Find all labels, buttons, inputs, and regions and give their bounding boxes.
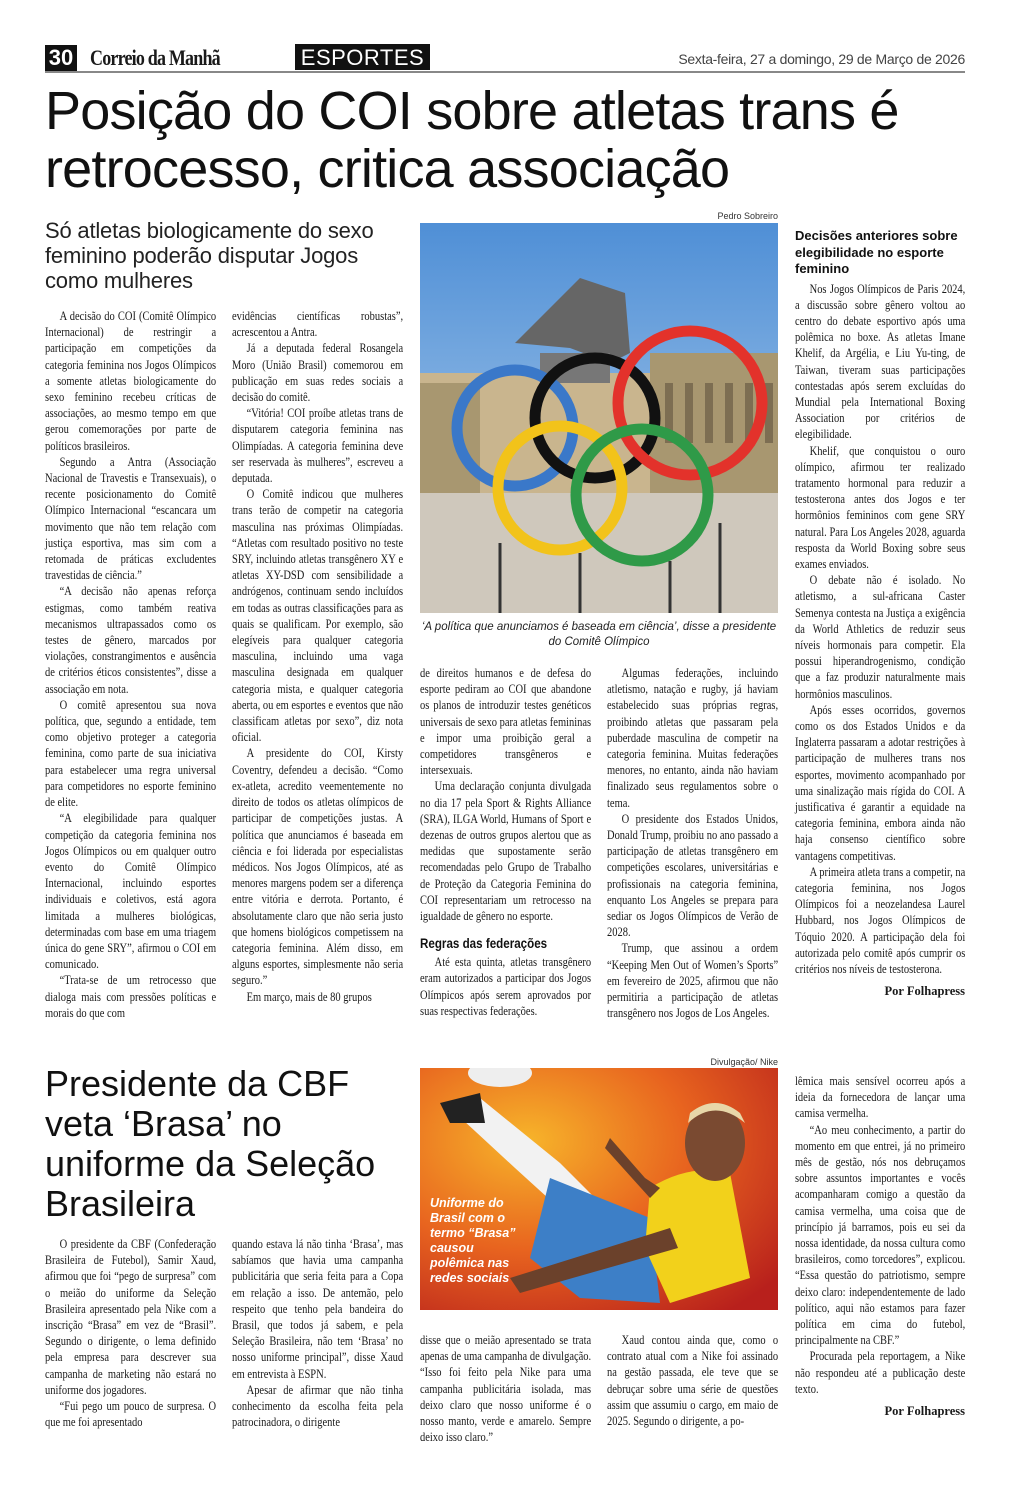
paragraph: “A decisão não apenas reforça estigmas, como também reativa mecanismos ultrapassados como os testes de gênero, marcados por violações, constrangimentos e ausência de critérios éticos consistentes”, disse a associação em nota. [45, 584, 217, 696]
column-text [45, 308, 216, 1021]
paragraph: “Fui pego um pouco de surpresa. O que me foi apresentado [45, 1399, 217, 1430]
header-rule [45, 71, 965, 73]
article2-column-2 [232, 1236, 403, 1430]
paragraph: O debate não é isolado. No atletismo, a sul-africana Caster Semenya contesta na Justiça a exigência da World Athletics de reduzir seus níveis hormonais para competir. Ela possui hiperandrogenismo, condição que a faz produzir naturalmente mais hormônios masculinos. [795, 573, 966, 701]
paragraph: Em março, mais de 80 grupos [246, 989, 372, 1004]
article-headline: Posição do COI sobre atletas trans é retrocesso, critica associação [45, 81, 899, 199]
paragraph: evidências científicas robustas”, acrescentou a Antra. [232, 309, 404, 340]
page-number: 30 [45, 45, 77, 71]
article2-column-4 [607, 1332, 778, 1429]
column-text [232, 308, 403, 1005]
paragraph: Segundo a Antra (Associação Nacional de Travestis e Transexuais), o recente posicionamento do Comitê Olímpico Internacional “escancara um movimento que não tem relação com justiça esportiva, mas sim com a retomada de práticas excludentes travestidas de ciência.” [45, 454, 217, 583]
article2-column-5 [795, 1073, 965, 1419]
paragraph: A decisão do COI (Comitê Olímpico Internacional) de restringir a participação em competições da categoria feminina nos Jogos Olímpicos a somente atletas biologicamente do sexo feminino recebeu críticas de associações, ao mesmo tempo em que gerou comemorações por parte de políticos brasileiros. [45, 309, 217, 453]
paragraph: “Trata-se de um retrocesso que dialoga mais com pressões políticas e morais do que com [45, 973, 217, 1020]
paragraph: Procurada pela reportagem, a Nike não respondeu até a publicação deste texto. [795, 1349, 966, 1396]
paragraph: lêmica mais sensível ocorreu após a ideia da fornecedora de lançar uma camisa vermelha. [795, 1074, 966, 1121]
paragraph: Até esta quinta, atletas transgênero eram autorizados a participar dos Jogos Olímpicos após serem aprovados por suas respectivas federações. [420, 955, 592, 1018]
newspaper-masthead: Correio da Manhã [90, 45, 220, 70]
issue-date: Sexta-feira, 27 a domingo, 29 de Março de 2026 [678, 51, 965, 67]
paragraph: Algumas federações, incluindo atletismo, natação e rugby, já haviam estabelecido suas próprias regras, proibindo atletas que passaram pela puberdade masculina de competir na categoria feminina. Muitas federações menores, no entanto, ainda não haviam finalizado seus regulamentos sobre o tema. [607, 666, 779, 810]
column-text [45, 1236, 216, 1430]
paragraph: Apesar de afirmar que não tinha conhecimento da escolha feita pela patrocinadora, o dirigente [232, 1382, 404, 1430]
article1-column-3 [420, 665, 591, 1019]
sidebar-heading: Decisões anteriores sobre elegibilidade no esporte feminino [795, 228, 958, 276]
paragraph: Nos Jogos Olímpicos de Paris 2024, a discussão sobre gênero voltou ao centro do debate esportivo após uma polêmica no boxe. As atletas Imane Khelif, da Argélia, e Liu Yu-ting, de Taiwan, tiveram suas participações contestadas após serem excluídas do Mundial pela International Boxing Association por critérios de elegibilidade. [795, 281, 966, 442]
column-text [420, 1332, 591, 1445]
paragraph: O presidente dos Estados Unidos, Donald Trump, proibiu no ano passado a participação de atletas transgênero em competições escolares, universitárias e profissionais na categoria feminina, enquanto Los Angeles se prepara para sediar os Jogos Olímpicos de Verão de 2028. [607, 811, 779, 940]
paragraph: O Comitê indicou que mulheres trans terão de competir na categoria masculina nas próximas Olimpíadas. “Atletas com resultado positivo no teste SRY, incluindo atletas transgênero XY e atletas XY-DSD com sensibilidade a andrógenos, continuam sendo incluídos em todas as outras classificações para as quais se qualificam. Por exemplo, são elegíveis para qualquer categoria masculina, incluindo uma vaga masculina designada em qualquer categoria mista, e qualquer categoria aberta, ou em esportes e eventos que não classificam atletas por sexo”, diz nota oficial. [232, 487, 404, 745]
article2-headline: Presidente da CBF veta ‘Brasa’ no uniforme da Seleção Brasileira [45, 1063, 376, 1224]
column-text [607, 1332, 778, 1429]
paragraph: Khelif, que conquistou o ouro olímpico, afirmou ter realizado tratamento hormonal para reduzir a testosterona antes dos Jogos e ter hormônios femininos com gene SRY natural. Para Los Angeles 2028, aguarda resposta da World Boxing sobre seus exames enviados. [795, 443, 966, 571]
paragraph: O comitê apresentou sua nova política, que, segundo a entidade, tem como objetivo proteger a categoria feminina, como parte de sua iniciativa para estabelecer uma regra universal para competidores no esporte feminino de elite. [45, 697, 217, 810]
paragraph: Uma declaração conjunta divulgada no dia 17 pela Sport & Rights Alliance (SRA), ILGA World, Humans of Sport e dezenas de outros grupos alertou que as medidas que supostamente serão recomendadas pelo Grupo de Trabalho de Proteção da Categoria Feminina do COI representariam um retrocesso na igualdade de gênero no esporte. [420, 779, 592, 924]
paragraph: A primeira atleta trans a competir, na categoria feminina, nos Jogos Olímpicos foi a neozelandesa Laurel Hubbard, nos Jogos Olímpicos de Tóquio 2020. A participação dela foi autorizada pelo comitê após cumprir os critérios nos níveis de testosterona. [795, 864, 966, 977]
column-text [232, 1236, 403, 1430]
paragraph: disse que o meião apresentado se trata apenas de uma campanha de divulgação. “Isso foi feito pela Nike para uma campanha publicitária isolada, mas deixo claro que nosso uniforme é o nosso manto, verde e amarelo. Sempre deixo isso claro.” [420, 1333, 592, 1445]
paragraph: O presidente da CBF (Confederação Brasileira de Futebol), Samir Xaud, afirmou que foi “pego de surpresa” com o meião do uniforme da Seleção Brasileira apresentado pela Nike com a inscrição “Brasa” em vez de “Brasil”. Segundo o dirigente, o lema definido pela empresa para descrever sua campanha de marketing não estará no uniforme dos jogadores. [45, 1237, 217, 1397]
article1-column-2 [232, 308, 403, 1005]
paragraph: quando estava lá não tinha ‘Brasa’, mas sabíamos que havia uma campanha publicitária que seria feita para a Copa em relação a isso. De antemão, pelo respeito que tenho pela bandeira do Brasil, que todos já sabem, e pela Seleção Brasileira, não tem ‘Brasa’ no nosso uniforme principal”, disse Xaud em entrevista à ESPN. [232, 1237, 404, 1381]
column-text [607, 665, 778, 1021]
article2-column-1 [45, 1236, 216, 1430]
olympic-rings-photo [420, 223, 778, 613]
column-text [420, 665, 591, 1019]
column-paragraphs [420, 665, 591, 924]
column-text [795, 1073, 965, 1397]
paragraph: “Ao meu conhecimento, a partir do momento em que entrei, já no primeiro mês de gestão, nós nos debruçamos sobre assuntos importantes e vocês acompanharam comigo a questão da camisa vermelha, uma coisa que de princípio já barramos, pois eu sei da nossa identidade, da nossa cultura como brasileiros, como torcedores”, explicou. “Essa questão do patriotismo, sempre deixo claro: independentemente de lado político, aqui não estamos para fazer política em cima do futebol, principalmente na CBF.” [795, 1122, 966, 1348]
article1-column-4 [607, 665, 778, 1021]
photo-caption: ‘A política que anunciamos é baseada em ciência’, disse a presidente do Comitê Olímpico [421, 621, 777, 648]
photo-credit: Pedro Sobreiro [717, 211, 778, 221]
sidebar-column [795, 228, 965, 999]
paragraph: de direitos humanos e de defesa do esporte pediram ao COI que abandone os planos de introduzir testes genéticos universais de sexo para atletas femininas e impor uma proibição geral a competidores transgêneros e intersexuais. [420, 666, 592, 778]
paragraph: Xaud contou ainda que, como o contrato atual com a Nike foi assinado na gestão passada, ele teve que se debruçar sobre uma série de questões assim que assumiu o cargo, em maio de 2025. Segundo o dirigente, a po- [607, 1333, 779, 1429]
paragraph: A presidente do COI, Kirsty Coventry, defendeu a decisão. “Como ex-atleta, acredito veementemente no direito de todos os atletas olímpicos de participar de competições justas. A política que anunciamos é baseada em ciência e foi liderada por especialistas médicos. Nos Jogos Olímpicos, até as menores margens podem ser a diferença entre vitória e derrota. Portanto, é absolutamente claro que não seria justo que homens biológicos competissem na categoria feminina. Além disso, em alguns esportes, simplesmente não seria seguro.” [232, 746, 404, 988]
subheading: Regras das federações [420, 936, 548, 952]
paragraph: Já a deputada federal Rosangela Moro (União Brasil) comemorou em publicação em suas redes sociais a decisão do comitê. [232, 341, 404, 405]
section-label: ESPORTES [295, 44, 430, 70]
paragraph: “A elegibilidade para qualquer competição da categoria feminina nos Jogos Olímpicos ou em qualquer outro evento do Comitê Olímpico Internacional, incluindo esportes individuais e coletivos, está agora limitada a mulheres biológicas, determinadas com base em uma triagem única do gene SRY”, afirmou o COI em comunicado. [45, 811, 217, 972]
article-subtitle: Só atletas biologicamente do sexo feminino poderão disputar Jogos como mulheres [45, 218, 374, 293]
byline-2: Por Folhapress [884, 1404, 965, 1419]
photo-overlay-caption: Uniforme do Brasil com o termo “Brasa” causou polêmica nas redes sociais [430, 1196, 516, 1285]
photo-credit-2: Divulgação/ Nike [710, 1057, 778, 1067]
paragraph: Após esses ocorridos, governos como os dos Estados Unidos e da Inglaterra passaram a adotar restrições à participação de mulheres trans nos esportes, movimento acompanhado por uma sinalização mais rígida do COI. A justificativa é garantir a equidade na categoria feminina, embora ainda não haja consenso científico sobre vantagens competitivas. [795, 702, 966, 863]
column-paragraphs [420, 954, 591, 1019]
byline: Por Folhapress [884, 984, 965, 999]
article2-column-3 [420, 1332, 591, 1445]
column-text [795, 281, 965, 978]
paragraph: Trump, que assinou a ordem “Keeping Men Out of Women’s Sports” em fevereiro de 2025, afirmou que não permitiria a participação de atletas transgênero nos Jogos de Los Angeles. [607, 941, 779, 1021]
article1-column-1 [45, 308, 216, 1021]
paragraph: “Vitória! COI proíbe atletas trans de disputarem categoria feminina nas Olimpíadas. A categoria feminina deve ser reservada às mulheres”, escreveu a deputada. [232, 406, 404, 486]
